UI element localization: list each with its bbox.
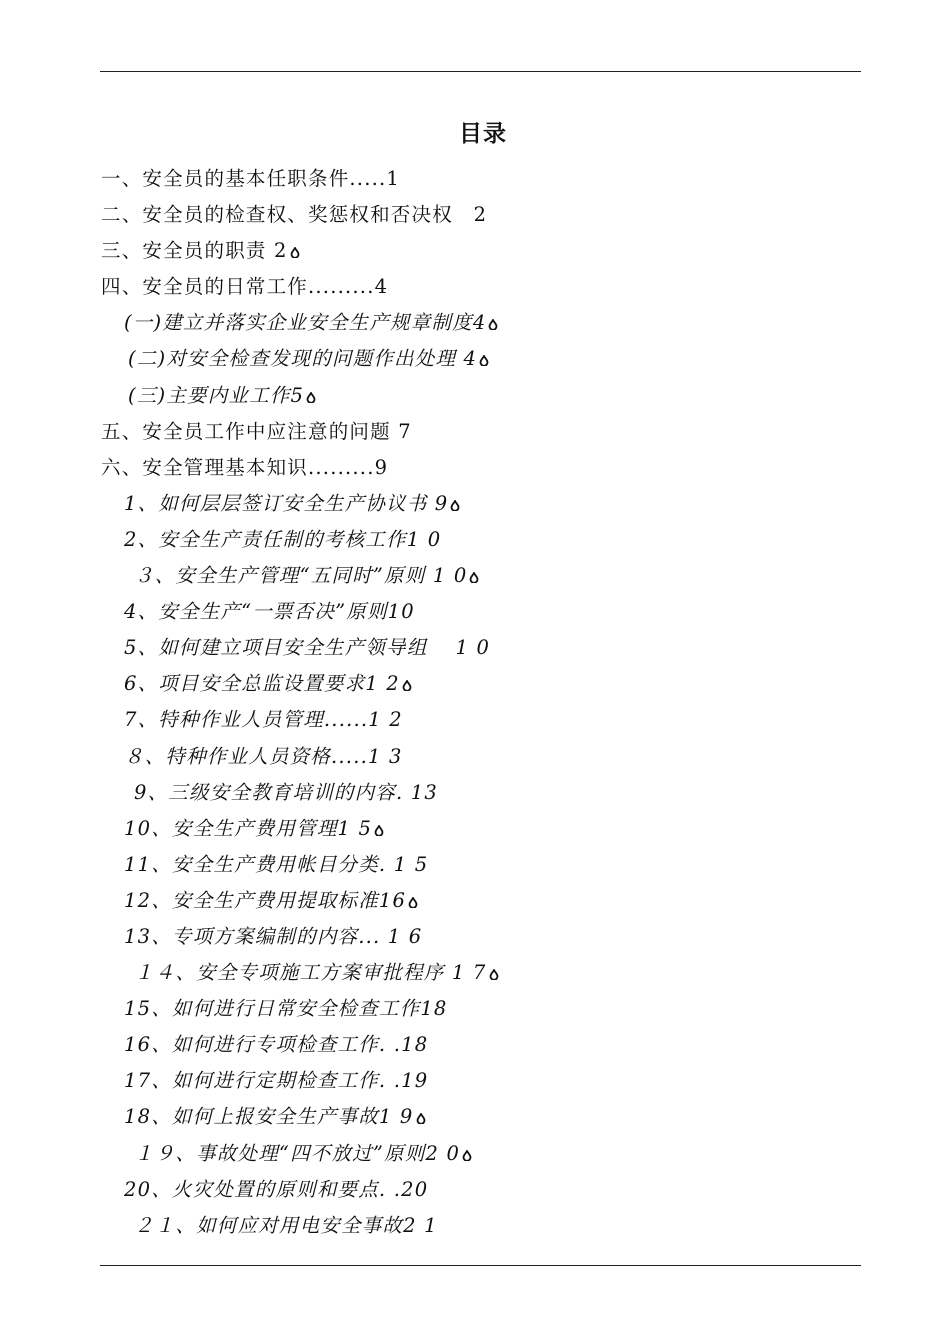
toc-entry[interactable] — [0, 991, 950, 1027]
toc-entry[interactable] — [0, 702, 950, 738]
toc-entry[interactable] — [0, 1099, 950, 1135]
toc-entry-text: (一)建立并落实企业安全生产规章制度4 — [124, 311, 487, 335]
toc-entry-text: 13、专项方案编制的内容... 1 6 — [124, 924, 423, 948]
paragraph-mark-icon — [374, 825, 384, 836]
toc-entry[interactable] — [0, 414, 950, 450]
toc-entry[interactable] — [0, 1208, 950, 1244]
toc-entry-text: 1、如何层层签订安全生产协议书 9 — [124, 491, 449, 515]
toc-entry[interactable] — [0, 450, 950, 486]
toc-list — [0, 161, 950, 1244]
toc-entry[interactable] — [0, 233, 950, 269]
toc-entry-text: (二)对安全检查发现的问题作出处理 4 — [128, 347, 478, 371]
toc-entry[interactable] — [0, 378, 950, 414]
toc-entry[interactable] — [0, 341, 950, 377]
toc-entry-text: 三、安全员的职责 2 — [101, 239, 288, 263]
toc-entry[interactable] — [0, 197, 950, 233]
paragraph-mark-icon — [290, 247, 300, 258]
footer-rule — [100, 1265, 861, 1266]
paragraph-mark-icon — [450, 500, 460, 511]
paragraph-mark-icon — [489, 969, 499, 980]
toc-entry-text: 11、安全生产费用帐目分类. 1 5 — [124, 852, 429, 876]
toc-entry-text: 9、三级安全教育培训的内容. 13 — [134, 780, 439, 804]
toc-entry-text: 7、特种作业人员管理......1 2 — [124, 708, 403, 732]
toc-entry[interactable] — [0, 811, 950, 847]
paragraph-mark-icon — [408, 897, 418, 908]
toc-entry[interactable] — [0, 305, 950, 341]
toc-entry[interactable] — [0, 1063, 950, 1099]
toc-entry[interactable] — [0, 269, 950, 305]
toc-entry[interactable] — [0, 739, 950, 775]
toc-entry[interactable] — [0, 775, 950, 811]
toc-entry[interactable] — [0, 1027, 950, 1063]
toc-entry-text: 一、安全员的基本任职条件.....1 — [101, 167, 400, 190]
paragraph-mark-icon — [488, 319, 498, 330]
toc-entry[interactable] — [0, 522, 950, 558]
toc-entry-text: 二、安全员的检查权、奖惩权和否决权 2 — [101, 203, 488, 227]
toc-entry-text: 12、安全生产费用提取标准16 — [124, 888, 407, 912]
toc-entry-text: 17、如何进行定期检查工作. .19 — [124, 1069, 429, 1093]
paragraph-mark-icon — [462, 1150, 472, 1161]
toc-entry-text: 四、安全员的日常工作.........4 — [101, 275, 389, 299]
toc-entry-text: 六、安全管理基本知识.........9 — [101, 455, 389, 479]
toc-entry-text: 18、如何上报安全生产事故1 9 — [124, 1105, 414, 1129]
paragraph-mark-icon — [416, 1113, 426, 1124]
header-rule — [100, 71, 861, 72]
toc-entry-text: 6、项目安全总监设置要求1 2 — [124, 672, 400, 696]
toc-entry-text: 20、火灾处置的原则和要点. .20 — [124, 1177, 429, 1201]
toc-entry[interactable] — [0, 161, 950, 197]
toc-entry-text: １４、安全专项施工方案审批程序 1 7 — [134, 961, 487, 985]
toc-entry-text: 2、安全生产责任制的考核工作1 0 — [124, 527, 442, 551]
paragraph-mark-icon — [479, 355, 489, 366]
toc-entry-text: 5、如何建立项目安全生产领导组 1 0 — [124, 636, 491, 660]
toc-entry[interactable] — [0, 558, 950, 594]
toc-entry-text: 五、安全员工作中应注意的问题 7 — [101, 419, 412, 443]
toc-entry-text: ８、特种作业人员资格.....1 3 — [124, 744, 403, 768]
toc-entry-text: 15、如何进行日常安全检查工作18 — [124, 997, 448, 1021]
toc-entry[interactable] — [0, 1172, 950, 1208]
toc-entry-text: 4、安全生产“一票否决”原则10 — [124, 600, 415, 624]
toc-entry[interactable] — [0, 919, 950, 955]
toc-entry-text: 16、如何进行专项检查工作. .18 — [124, 1033, 429, 1057]
paragraph-mark-icon — [469, 572, 479, 583]
paragraph-mark-icon — [402, 680, 412, 691]
toc-entry[interactable] — [0, 486, 950, 522]
toc-title: 目录 — [459, 121, 507, 147]
toc-entry-text: ３、安全生产管理“五同时”原则 1 0 — [134, 564, 468, 588]
toc-entry-text: (三)主要内业工作5 — [128, 383, 305, 407]
toc-entry[interactable] — [0, 666, 950, 702]
toc-entry-text: １９、事故处理“四不放过”原则2 0 — [134, 1141, 461, 1165]
paragraph-mark-icon — [306, 392, 316, 403]
toc-entry[interactable] — [0, 955, 950, 991]
toc-entry[interactable] — [0, 594, 950, 630]
toc-entry[interactable] — [0, 1136, 950, 1172]
toc-entry-text: ２１、如何应对用电安全事故2 1 — [134, 1213, 438, 1237]
toc-entry[interactable] — [0, 630, 950, 666]
toc-entry[interactable] — [0, 883, 950, 919]
toc-entry[interactable] — [0, 847, 950, 883]
toc-entry-text: 10、安全生产费用管理1 5 — [124, 816, 373, 840]
